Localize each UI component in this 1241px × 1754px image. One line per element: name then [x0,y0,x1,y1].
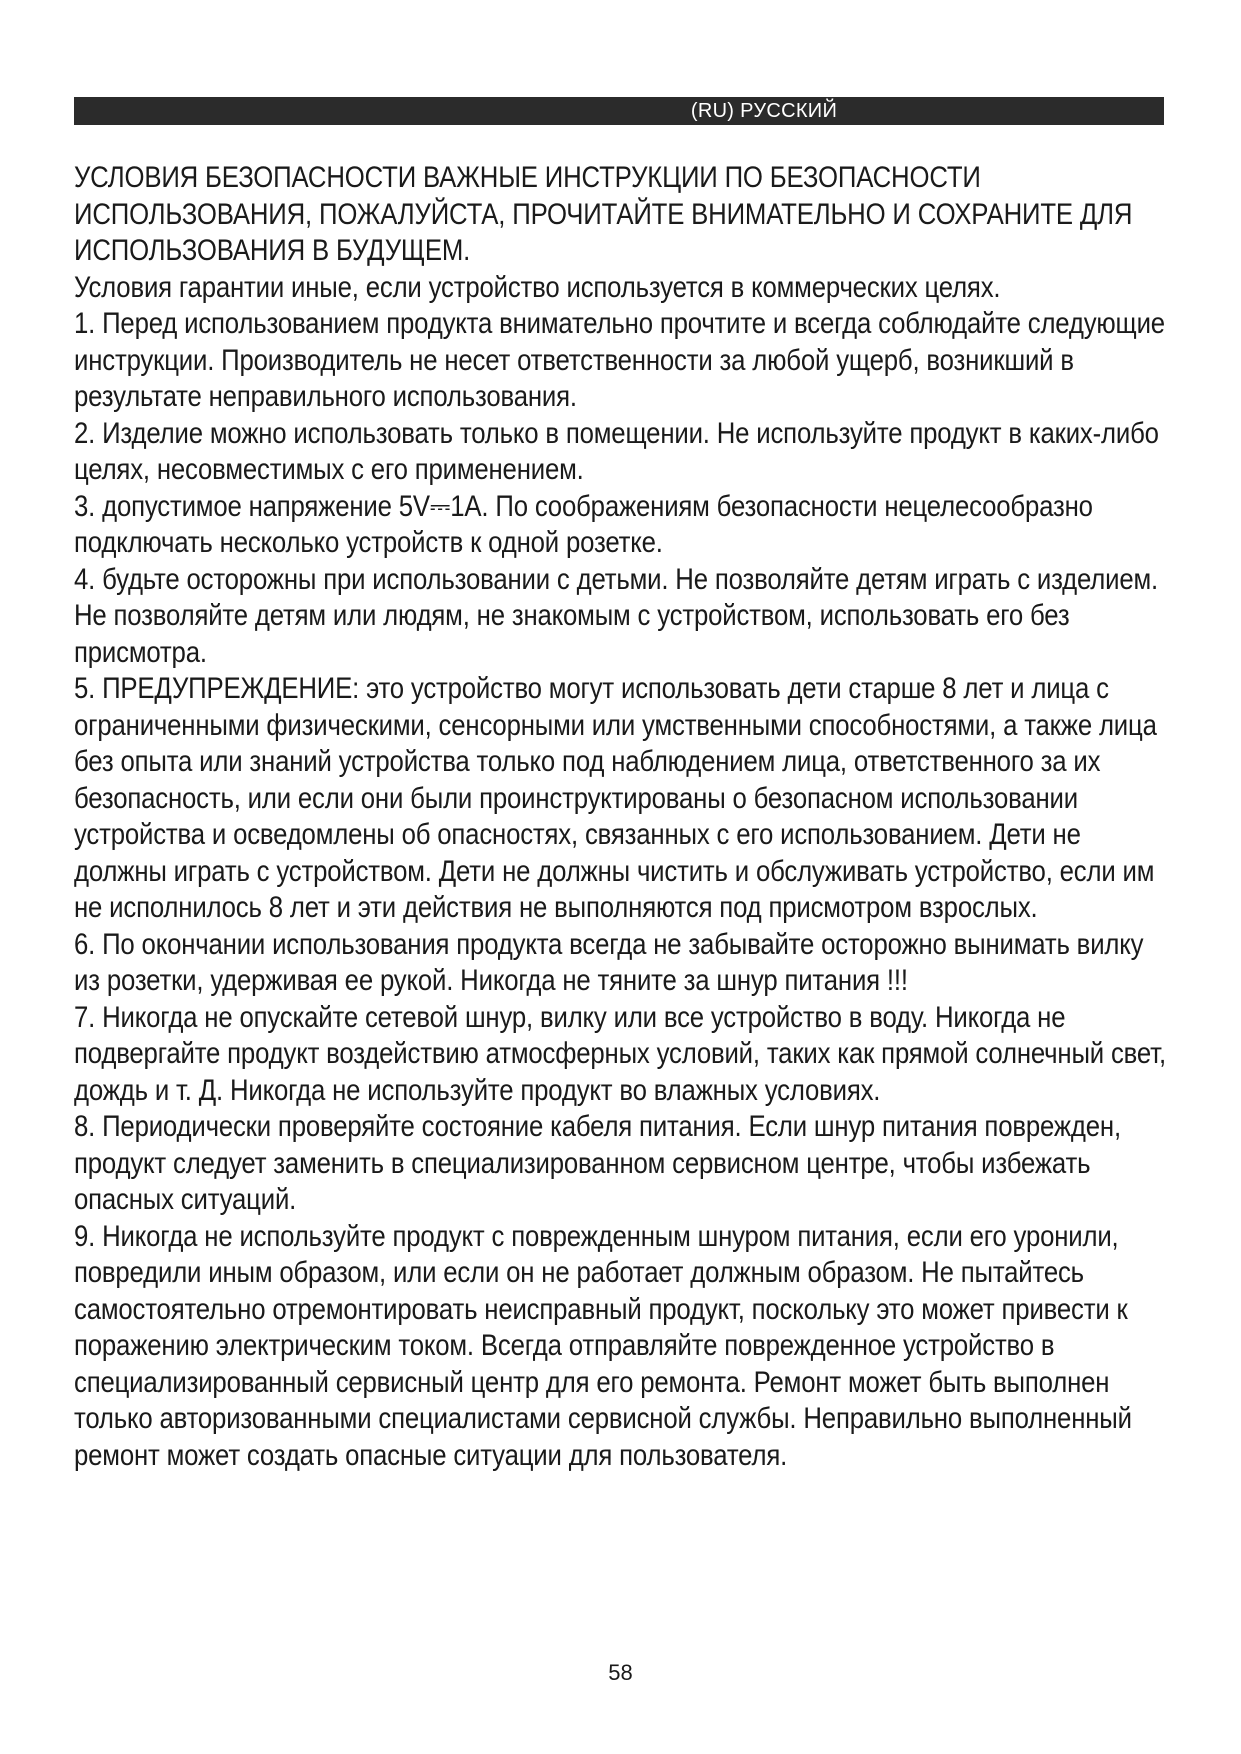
language-label: (RU) РУССКИЙ [690,100,838,122]
safety-instructions [74,160,1170,1474]
instruction-item-7: 7. Никогда не опускайте сетевой шнур, вилку или все устройство в воду. Никогда не подвергайте продукт воздействию атмосферных условий, таких как прямой солнечный свет, дождь и т. Д. Никогда не используйте продукт во влажных условиях. [74,1000,1166,1107]
page-number: 58 [608,1660,633,1685]
instruction-item-2: 2. Изделие можно использовать только в помещении. Не используйте продукт в каких-либо целях, несовместимых с его применением. [74,416,1159,486]
language-header-bar [74,97,1164,125]
instruction-item-5: 5. ПРЕДУПРЕЖДЕНИЕ: это устройство могут использовать дети старше 8 лет и лица с ограниченными физическими, сенсорными или умственными способностями, а также лица без опыта или знаний устройства только под наблюдением лица, ответственного за их безопасность, или если они были проинструктированы о безопасном использовании устройства и осведомлены об опасностях, связанных с его использованием. Дети не должны играть с устройством. Дети не должны чистить и обслуживать устройство, если им не исполнилось 8 лет и эти действия не выполняются под присмотром взрослых. [74,672,1157,924]
safety-heading: УСЛОВИЯ БЕЗОПАСНОСТИ ВАЖНЫЕ ИНСТРУКЦИИ ПО БЕЗОПАСНОСТИ ИСПОЛЬЗОВАНИЯ, ПОЖАЛУЙСТА, ПРОЧИТАЙТЕ ВНИМАТЕЛЬНО И СОХРАНИТЕ ДЛЯ ИСПОЛЬЗОВАНИЯ В БУДУЩЕМ. [74,161,1133,267]
instruction-item-8: 8. Периодически проверяйте состояние кабеля питания. Если шнур питания поврежден, продукт следует заменить в специализированном сервисном центре, чтобы избежать опасных ситуаций. [74,1110,1121,1216]
instruction-item-3: 3. допустимое напряжение 5V⎓1A. По соображениям безопасности нецелесообразно подключать несколько устройств к одной розетке. [74,489,1093,559]
instruction-item-6: 6. По окончании использования продукта всегда не забывайте осторожно вынимать вилку из розетки, удерживая ее рукой. Никогда не тяните за шнур питания !!! [74,927,1144,997]
instruction-item-1: 1. Перед использованием продукта внимательно прочтите и всегда соблюдайте следующие инструкции. Производитель не несет ответственности за любой ущерб, возникший в результате неправильного использования. [74,307,1165,413]
instruction-item-4: 4. будьте осторожны при использовании с детьми. Не позволяйте детям играть с изделием. Не позволяйте детям или людям, не знакомым с устройством, использовать его без присмотра. [74,562,1158,669]
warranty-note: Условия гарантии иные, если устройство используется в коммерческих целях. [74,270,1001,304]
instruction-item-9: 9. Никогда не используйте продукт с поврежденным шнуром питания, если его уронили, повредили иным образом, или если он не работает должным образом. Не пытайтесь самостоятельно отремонтировать неисправный продукт, поскольку это может привести к поражению электрическим током. Всегда отправляйте поврежденное устройство в специализированный сервисный центр для его ремонта. Ремонт может быть выполнен только авторизованными специалистами сервисной службы. Неправильно выполненный ремонт может создать опасные ситуации для пользователя. [74,1219,1132,1472]
